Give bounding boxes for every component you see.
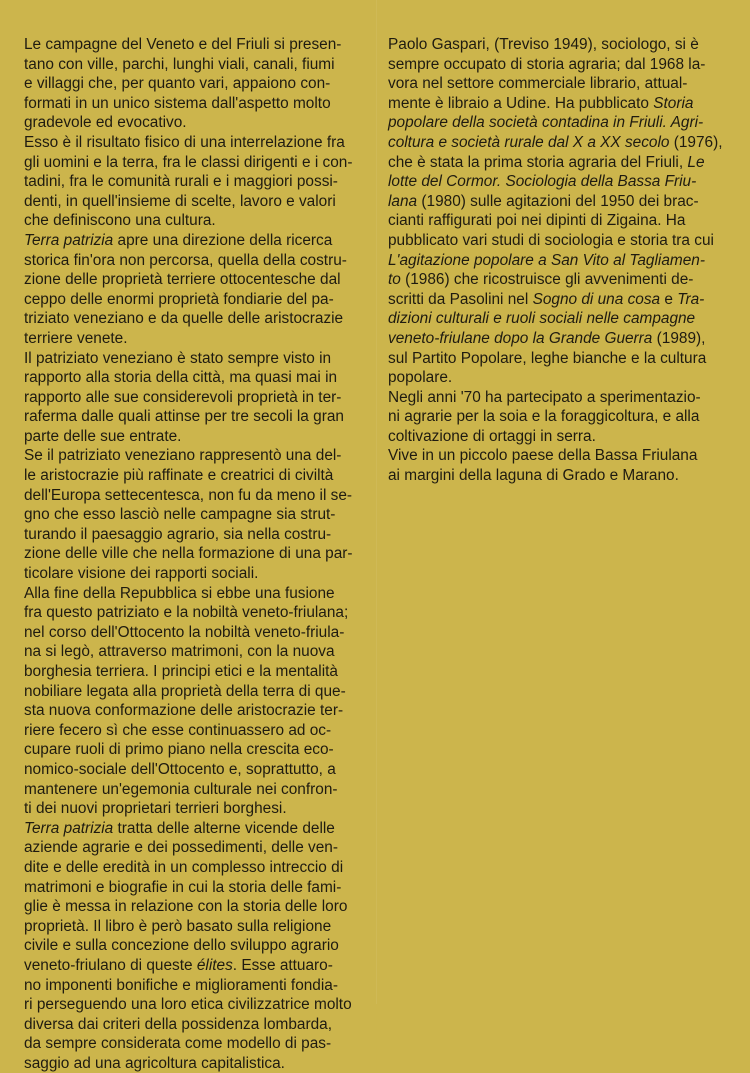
text-run: Paolo Gaspari, (Treviso 1949), sociologo, si è sempre occupato di storia agraria; dal 1968 la- vora nel settore commerciale librario, attual- mente è libraio a Udine. Ha pubblicato — [388, 36, 706, 112]
italic-title-run: élites — [196, 956, 233, 974]
text-run: tratta delle alterne vicende delle aziende agrarie e dei possedimenti, delle ven- dite e delle eredità in un complesso intreccio di matrimoni e biografie in cui la storia delle fami- glie è messa in relazione con la storia delle loro proprietà. Il libro è però basato sulla religione civile e sulla concezione dello sviluppo agrario veneto-friulano di queste — [24, 819, 348, 974]
text-run: Se il patriziato veneziano rappresentò una del- le aristocrazie più raffinate e creatrici di civiltà dell'Europa settecentesca, non fu da meno il se- gno che esso lasciò nelle campagne sia strut- turando il paesaggio agrario, sia nella costru- zione delle ville che nella formazione di una par- ticolare visione dei rapporti sociali. — [24, 447, 353, 583]
text-run: Il patriziato veneziano è stato sempre visto in rapporto alla storia della città, ma quasi mai in rapporto alle sue considerevoli proprietà in ter- raferma dalle quali attinse per tre secoli la gran parte delle sue entrate. — [24, 349, 344, 445]
left-column-paragraph — [24, 349, 364, 447]
text-run: (1980) sulle agitazioni del 1950 dei brac- cianti raffigurati poi nei dipinti di Zigaina. Ha pubblicato vari studi di sociologia e storia tra cui — [388, 192, 714, 249]
text-run: . Esse attuaro- no imponenti bonifiche e miglioramenti fondia- ri perseguendo una loro etica civilizzatrice molto diversa dai criteri della possidenza lombarda, da sempre considerata come modello di pas- saggio ad una agricoltura capitalistica. — [24, 956, 352, 1072]
italic-title-run: Terra patrizia — [24, 819, 114, 837]
italic-title-run: Terra patrizia — [24, 231, 114, 249]
text-run: Vive in un piccolo paese della Bassa Friulana ai margini della laguna di Grado e Marano. — [388, 447, 698, 485]
text-run: e — [660, 290, 678, 308]
italic-title-run: Tra- dizioni culturali e ruoli sociali nelle campagne veneto-friulane dopo la Grande Guerra — [388, 290, 705, 347]
text-run: (1989), sul Partito Popolare, leghe bianche e la cultura popolare. — [388, 329, 707, 387]
left-column-paragraph — [24, 231, 364, 349]
column-gutter — [376, 0, 377, 1004]
italic-title-run: Le lotte del Cormor. Sociologia della Bassa Friu- lana — [388, 153, 705, 210]
right-column — [388, 35, 728, 486]
italic-title-run: Storia popolare della società contadina in Friuli. Agri- coltura e società rurale dal X a XX secolo — [388, 94, 704, 151]
left-column-paragraph — [24, 35, 364, 133]
left-column-paragraph — [24, 446, 364, 583]
italic-title-run: L'agitazione popolare a San Vito al Tagliamen- to — [388, 251, 705, 289]
left-column — [24, 35, 364, 1073]
text-run: Le campagne del Veneto e del Friuli si presen- tano con ville, parchi, lunghi viali, canali, fiumi e villaggi che, per quanto vari, appaiono con- formati in un unico sistema dall'aspetto molto gradevole ed evocativo. — [24, 36, 342, 132]
right-column-paragraph — [388, 446, 728, 485]
text-run: Esso è il risultato fisico di una interrelazione fra gli uomini e la terra, fra le classi dirigenti e i con- tadini, fra le comunità rurali e i maggiori possi- denti, in quell'insieme di scelte, lavoro e valori che definiscono una cultura. — [24, 133, 353, 230]
text-run: Negli anni '70 ha partecipato a sperimentazio- ni agrarie per la soia e la foraggicoltura, e alla coltivazione di ortaggi in serra. — [388, 388, 701, 445]
italic-title-run: Sogno di una cosa — [532, 290, 661, 308]
left-column-paragraph — [24, 819, 364, 1073]
text-run: Alla fine della Repubblica si ebbe una fusione fra questo patriziato e la nobiltà veneto-friulana; nel corso dell'Ottocento la nobiltà veneto-friula- na si legò, attraverso matrimoni, con la nuova borghesia terriera. I principi etici e la mentalità nobiliare legata alla proprietà della terra di que- sta nuova conformazione delle aristocrazie ter- riere fecero sì che esse continuassero ad oc- cupare ruoli di primo piano nella crescita eco- nomico-sociale dell'Ottocento e, soprattutto, a mantenere un'egemonia culturale nei confron- ti dei nuovi proprietari terrieri borghesi. — [24, 584, 349, 818]
text-run: (1986) che ricostruisce gli avvenimenti de- scritti da Pasolini nel — [388, 271, 694, 308]
right-column-paragraph — [388, 388, 728, 447]
text-run: (1976), che è stata la prima storia agraria del Friuli, — [388, 133, 723, 171]
left-column-paragraph — [24, 584, 364, 819]
left-column-paragraph — [24, 133, 364, 231]
right-column-paragraph — [388, 35, 728, 388]
text-run: apre una direzione della ricerca storica fin'ora non percorsa, quella della costru- zione delle proprietà terriere ottocentesche dal ceppo delle enormi proprietà fondiarie del pa- triziato veneziano e da quelle delle aristocrazie terriere venete. — [24, 231, 347, 347]
